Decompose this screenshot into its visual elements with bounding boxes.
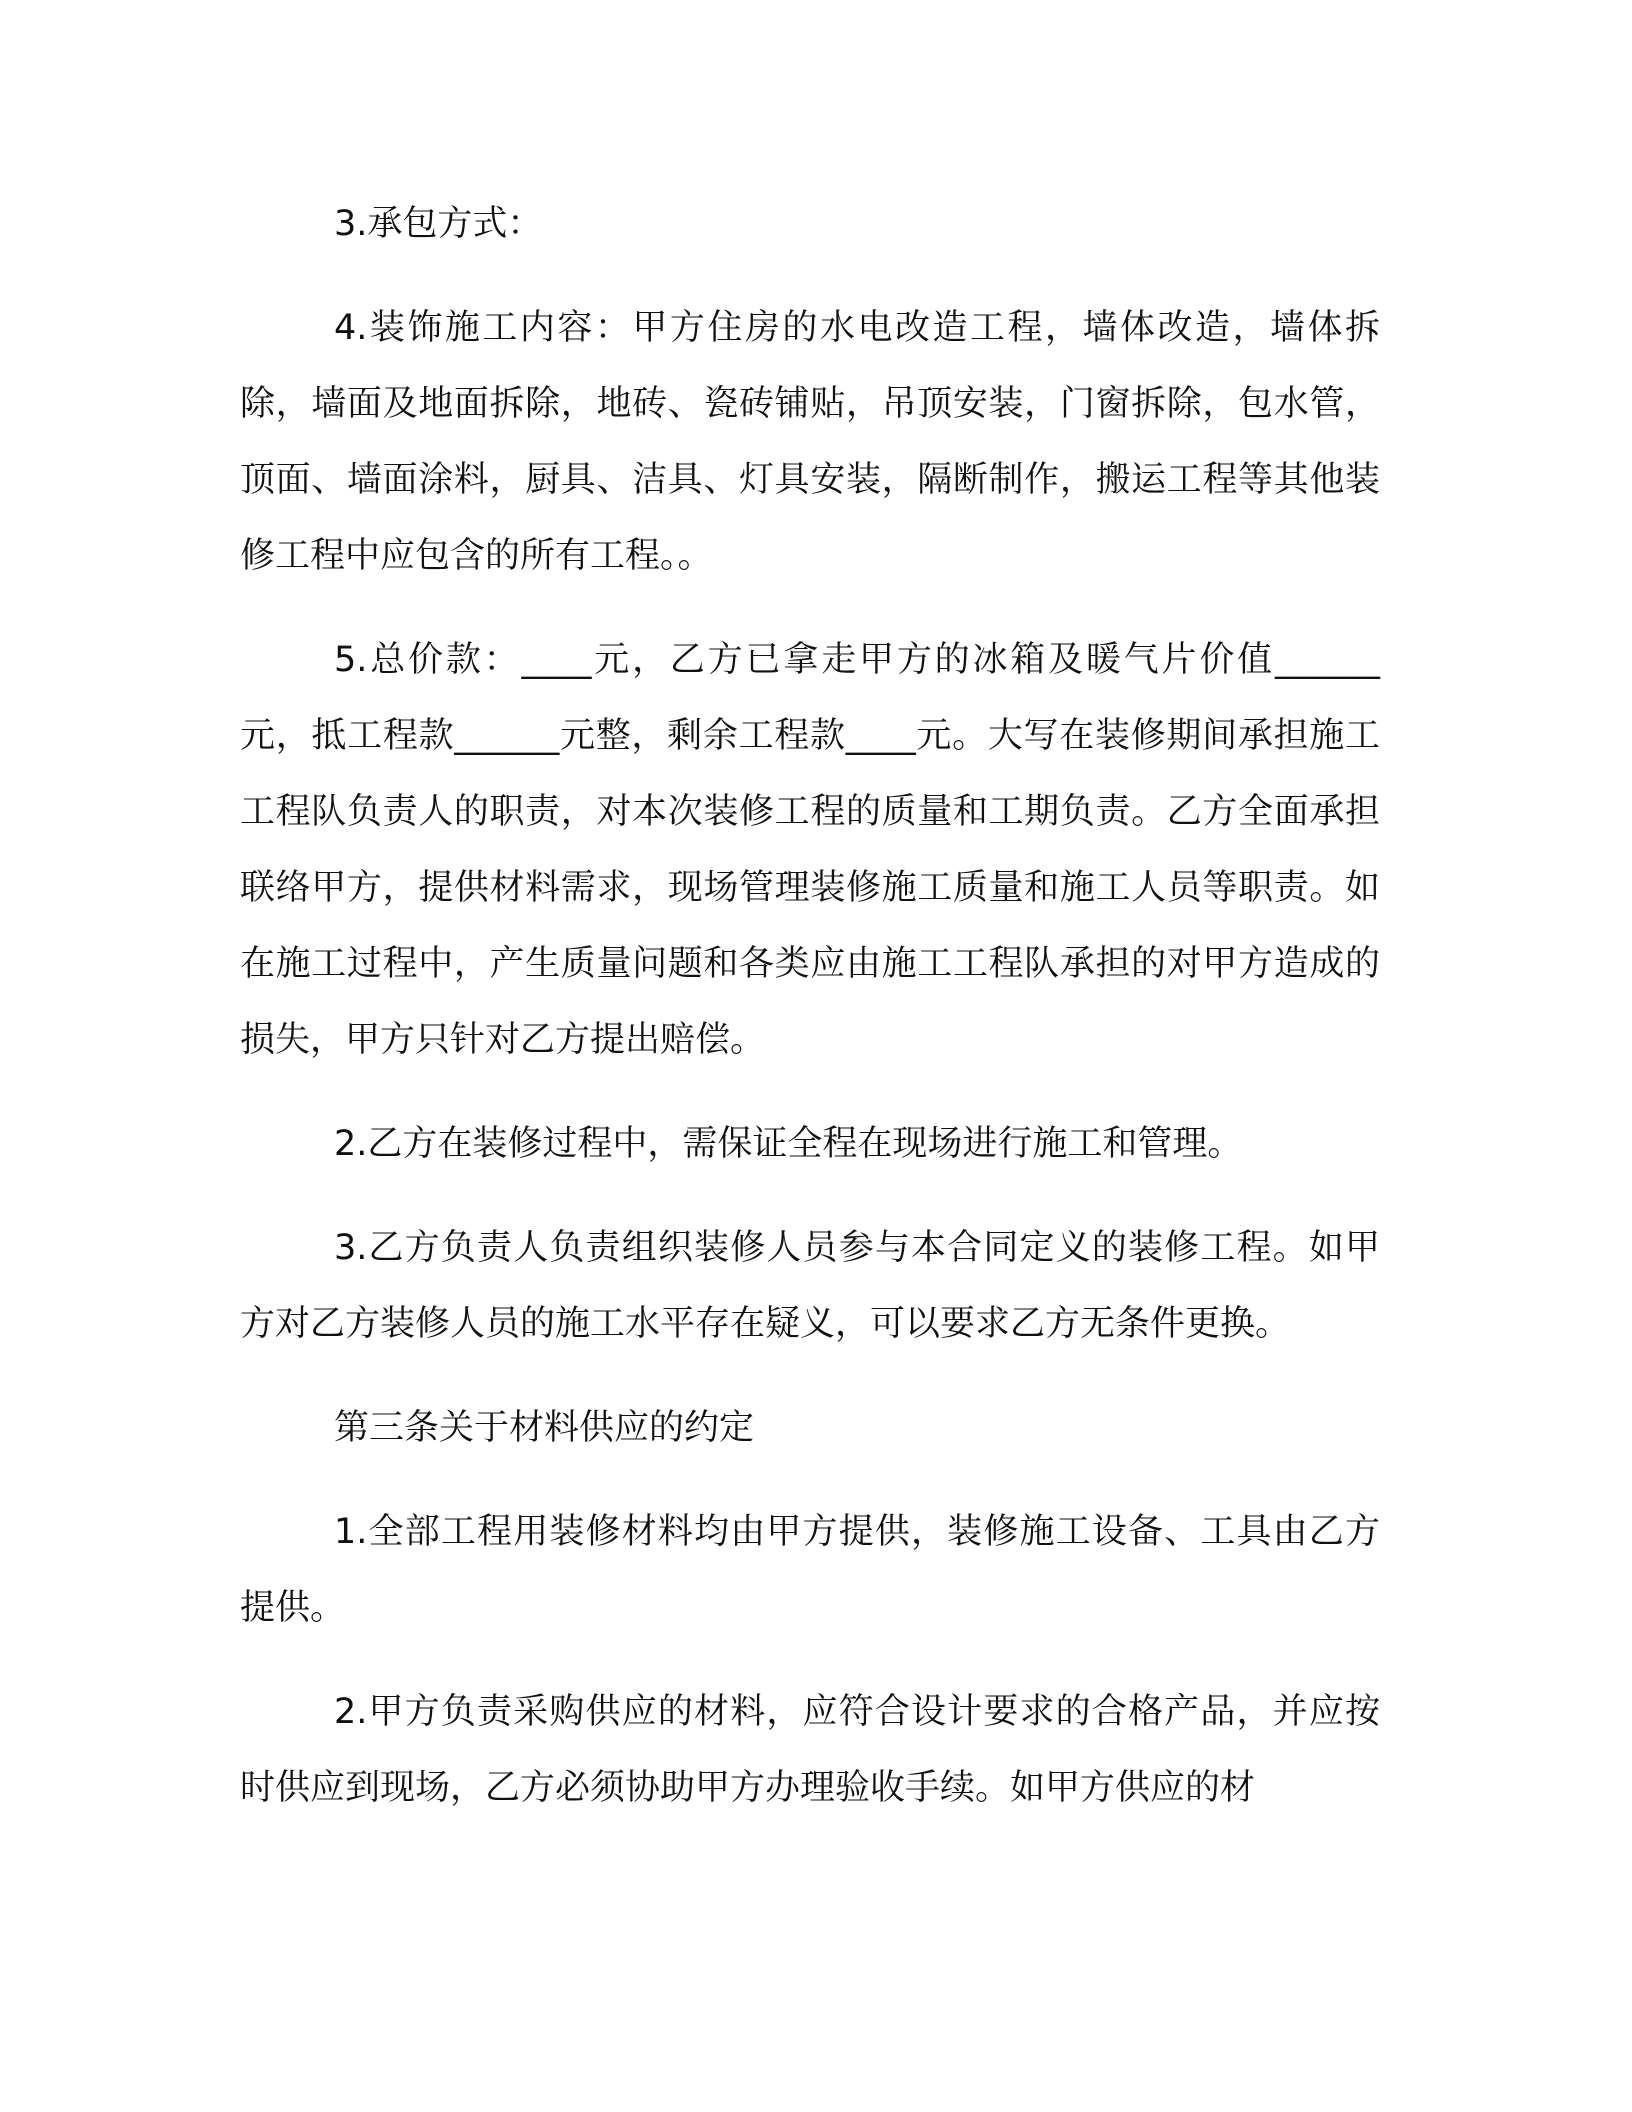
document-body	[240, 186, 1380, 1854]
paragraph-materials-supply: 1.全部工程用装修材料均由甲方提供，装修施工设备、工具由乙方提供。	[240, 1512, 1380, 1628]
paragraph-onsite-management: 2.乙方在装修过程中，需保证全程在现场进行施工和管理。	[334, 1124, 1243, 1164]
paragraph-staff-replacement: 3.乙方负责人负责组织装修人员参与本合同定义的装修工程。如甲方对乙方装修人员的施工水平存在疑义，可以要求乙方无条件更换。	[240, 1228, 1380, 1344]
section-heading-materials: 第三条关于材料供应的约定	[334, 1408, 755, 1448]
paragraph-total-price: 5.总价款：____元，乙方已拿走甲方的冰箱及暖气片价值______元，抵工程款______元整，剩余工程款____元。大写在装修期间承担施工工程队负责人的职责，对本次装修工程的质量和工期负责。乙方全面承担联络甲方，提供材料需求，现场管理装修施工质量和施工人员等职责。如在施工过程中，产生质量问题和各类应由施工工程队承担的对甲方造成的损失，甲方只针对乙方提出赔偿。	[240, 640, 1380, 1060]
paragraph-materials-procurement: 2.甲方负责采购供应的材料，应符合设计要求的合格产品，并应按时供应到现场，乙方必须协助甲方办理验收手续。如甲方供应的材	[240, 1692, 1380, 1808]
paragraph-contract-method: 3.承包方式：	[334, 204, 543, 244]
paragraph-decoration-content: 4.装饰施工内容：甲方住房的水电改造工程，墙体改造，墙体拆除，墙面及地面拆除，地砖、瓷砖铺贴，吊顶安装，门窗拆除，包水管，顶面、墙面涂料，厨具、洁具、灯具安装，隔断制作，搬运工程等其他装修工程中应包含的所有工程。。	[240, 308, 1380, 576]
